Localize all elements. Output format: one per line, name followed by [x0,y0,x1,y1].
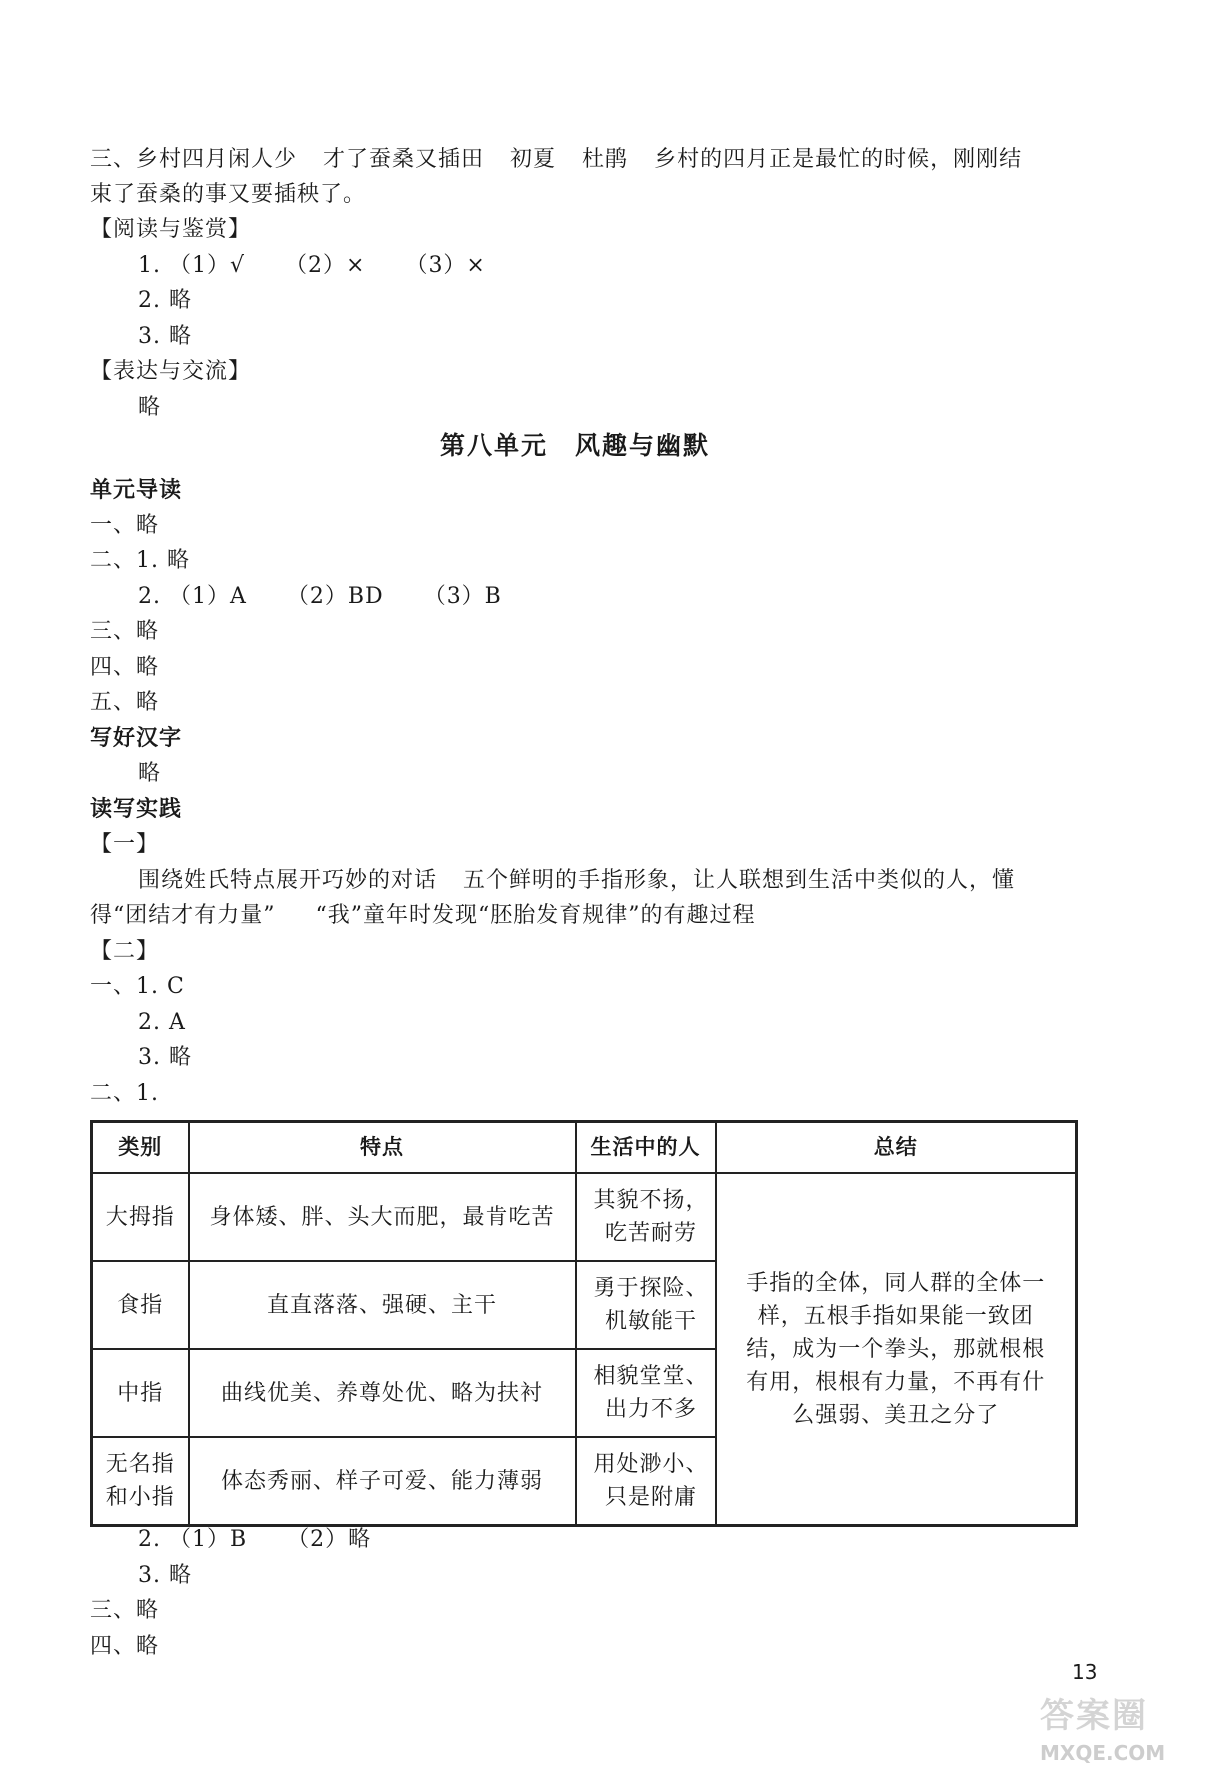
answer-line: 略 [138,395,162,420]
answer-line: 五、略 [90,690,160,715]
table-header: 特点 [189,1122,576,1174]
answer-line: 三、略 [90,619,160,644]
answer-line: 3. 略 [138,1045,192,1070]
watermark-url: MXQE.COM [1040,1741,1166,1765]
table-header: 生活中的人 [576,1122,716,1174]
people-cell: 用处渺小、 只是附庸 [576,1437,716,1526]
answer-line: 束了蚕桑的事又要插秧了。 [90,182,367,207]
watermark-logo: 答案圈 [1040,1696,1148,1736]
category-cell: 中指 [92,1349,189,1437]
table-header: 类别 [92,1122,189,1174]
watermark [1040,1688,1200,1788]
answer-line: 1. （1）√ （2）× （3）× [138,253,486,278]
trait-cell: 身体矮、胖、头大而肥，最肯吃苦 [189,1173,576,1261]
answer-line: 得“团结才有力量” “我”童年时发现“胚胎发育规律”的有趣过程 [90,903,756,928]
section-heading: 单元导读 [90,478,183,503]
answer-line: 一、略 [90,513,160,538]
category-cell: 食指 [92,1261,189,1349]
answer-line: 三、略 [90,1598,160,1623]
finger-comparison-table [90,1120,1078,1527]
answer-line: 二、1. [90,1081,159,1106]
answer-line: 一、1. C [90,974,185,999]
answer-line: 3. 略 [138,1563,192,1588]
section-heading: 读写实践 [90,797,183,822]
category-cell: 大拇指 [92,1173,189,1261]
answer-line: 2. A [138,1010,186,1035]
section-heading: 写好汉字 [90,726,183,751]
answer-line: 2. （1）A （2）BD （3）B [138,584,502,609]
people-cell: 相貌堂堂、 出力不多 [576,1349,716,1437]
answer-line: 2. 略 [138,288,192,313]
answer-line: 二、1. 略 [90,548,190,573]
category-cell: 无名指 和小指 [92,1437,189,1526]
trait-cell: 曲线优美、养尊处优、略为扶衬 [189,1349,576,1437]
table-row [92,1173,1077,1261]
page-number: 13 [1072,1660,1098,1684]
trait-cell: 直直落落、强硬、主干 [189,1261,576,1349]
answer-line: 略 [138,761,162,786]
people-cell: 勇于探险、 机敏能干 [576,1261,716,1349]
answer-line: 2. （1）B （2）略 [138,1527,372,1552]
section-heading: 【一】 [90,832,160,857]
unit-title: 第八单元 风趣与幽默 [440,431,711,460]
section-heading: 【表达与交流】 [90,359,252,384]
answer-line: 3. 略 [138,324,192,349]
people-cell: 其貌不扬， 吃苦耐劳 [576,1173,716,1261]
section-heading: 【二】 [90,939,160,964]
answer-line: 三、乡村四月闲人少 才了蚕桑又插田 初夏 杜鹃 乡村的四月正是最忙的时候，刚刚结 [90,147,1023,172]
answer-line: 四、略 [90,655,160,680]
answer-line: 四、略 [90,1634,160,1659]
trait-cell: 体态秀丽、样子可爱、能力薄弱 [189,1437,576,1526]
summary-cell: 手指的全体，同人群的全体一 样，五根手指如果能一致团 结，成为一个拳头，那就根根 有用，根根有力量，不再有什 么强弱、美丑之分了 [716,1173,1077,1526]
table-header-row [92,1122,1077,1174]
section-heading: 【阅读与鉴赏】 [90,217,252,242]
table-header: 总结 [716,1122,1077,1174]
answer-line: 围绕姓氏特点展开巧妙的对话 五个鲜明的手指形象，让人联想到生活中类似的人，懂 [138,868,1016,893]
